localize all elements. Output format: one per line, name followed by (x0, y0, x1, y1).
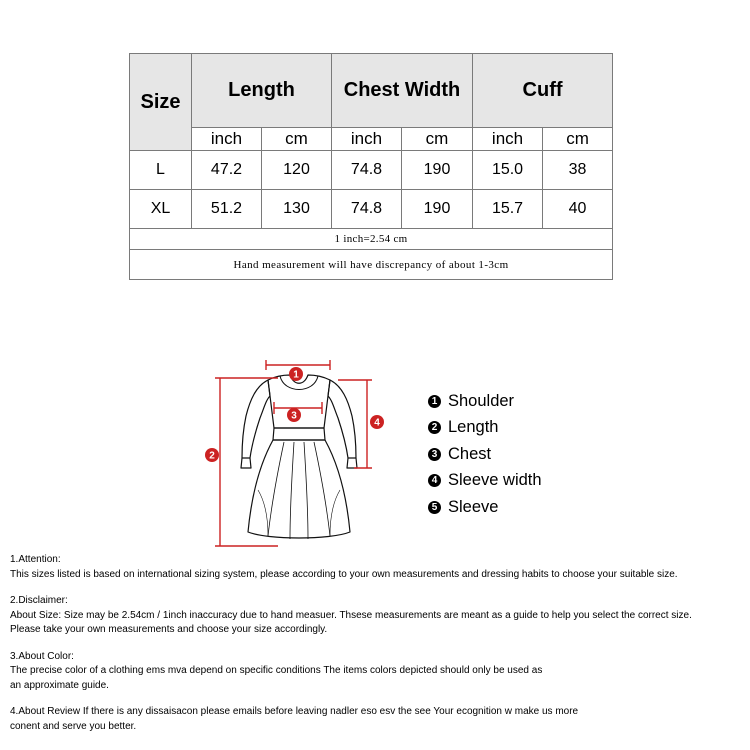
value-cell: 38 (543, 151, 613, 190)
size-cell: XL (130, 190, 192, 229)
measurement-legend (428, 388, 542, 521)
marker-3 (287, 408, 301, 422)
size-cell: L (130, 151, 192, 190)
legend-label: Shoulder (448, 391, 515, 410)
legend-label: Sleeve (448, 497, 499, 516)
legend-item-shoulder (428, 388, 542, 415)
notes-section (10, 553, 750, 746)
note-line: This sizes listed is based on international sizing system, please according to your own measurements and dressing habits to choose your suitable size. (10, 568, 678, 580)
value-cell: 74.8 (332, 190, 402, 229)
marker-4 (370, 415, 384, 429)
svg-text:3: 3 (291, 410, 297, 422)
note-title: 3.About Color: (10, 650, 74, 662)
header-size: Size (130, 54, 192, 151)
dress-illustration (241, 375, 357, 539)
legend-label: Chest (448, 444, 492, 463)
value-cell: 47.2 (192, 151, 262, 190)
dress-measurement-diagram (198, 350, 398, 550)
header-length: Length (192, 54, 332, 128)
table-row (130, 151, 613, 190)
value-cell: 120 (262, 151, 332, 190)
note-line: conent and serve you better. (10, 720, 137, 732)
legend-number: 4 (428, 474, 441, 487)
marker-1 (289, 367, 303, 381)
note-about-color (10, 650, 750, 694)
value-cell: 15.7 (473, 190, 543, 229)
unit-cell: cm (402, 128, 473, 151)
unit-cell: inch (192, 128, 262, 151)
note-disclaimer (10, 594, 750, 638)
svg-text:2: 2 (209, 450, 215, 462)
value-cell: 130 (262, 190, 332, 229)
note-line: an approximate guide. (10, 679, 109, 691)
conversion-row (130, 229, 613, 250)
legend-number: 3 (428, 448, 441, 461)
legend-number: 2 (428, 421, 441, 434)
value-cell: 40 (543, 190, 613, 229)
legend-number: 5 (428, 501, 441, 514)
note-line: Please take your own measurements and choose your size accordingly. (10, 624, 328, 635)
header-chest-width: Chest Width (332, 54, 473, 128)
value-cell: 15.0 (473, 151, 543, 190)
size-chart-table (129, 53, 613, 280)
unit-cell: cm (262, 128, 332, 151)
value-cell: 74.8 (332, 151, 402, 190)
conversion-note: 1 inch=2.54 cm (130, 229, 613, 250)
unit-cell: inch (473, 128, 543, 151)
legend-label: Sleeve width (448, 471, 542, 490)
marker-2 (205, 448, 219, 462)
svg-text:4: 4 (374, 417, 380, 429)
table-row (130, 190, 613, 229)
note-line: The precise color of a clothing ems mva depend on specific conditions The items colors depicted should only be used as (10, 665, 543, 676)
unit-cell: cm (543, 128, 613, 151)
value-cell: 190 (402, 190, 473, 229)
legend-item-length (428, 415, 542, 442)
note-title: 1.Attention: (10, 554, 61, 565)
value-cell: 51.2 (192, 190, 262, 229)
note-line: About Size: Size may be 2.54cm / 1inch inaccuracy due to hand measuer. Thsese measurements are meant as a guide to help you select the correct size. (10, 609, 692, 621)
header-cuff: Cuff (473, 54, 613, 128)
legend-item-chest (428, 441, 542, 468)
legend-number: 1 (428, 395, 441, 408)
legend-item-sleeve (428, 494, 542, 521)
svg-text:1: 1 (293, 369, 299, 381)
legend-item-sleeve-width (428, 468, 542, 495)
table-units-row (130, 128, 613, 151)
note-title: 2.Disclaimer: (10, 595, 68, 606)
discrepancy-row (130, 250, 613, 280)
legend-label: Length (448, 418, 499, 437)
note-attention (10, 553, 750, 582)
discrepancy-note: Hand measurement will have discrepancy of about 1-3cm (130, 250, 613, 280)
value-cell: 190 (402, 151, 473, 190)
unit-cell: inch (332, 128, 402, 151)
note-about-review (10, 705, 750, 734)
note-line: 4.About Review If there is any dissaisacon please emails before leaving nadler eso esv the see Your ecognition w make us more (10, 706, 579, 717)
table-header-row (130, 54, 613, 128)
